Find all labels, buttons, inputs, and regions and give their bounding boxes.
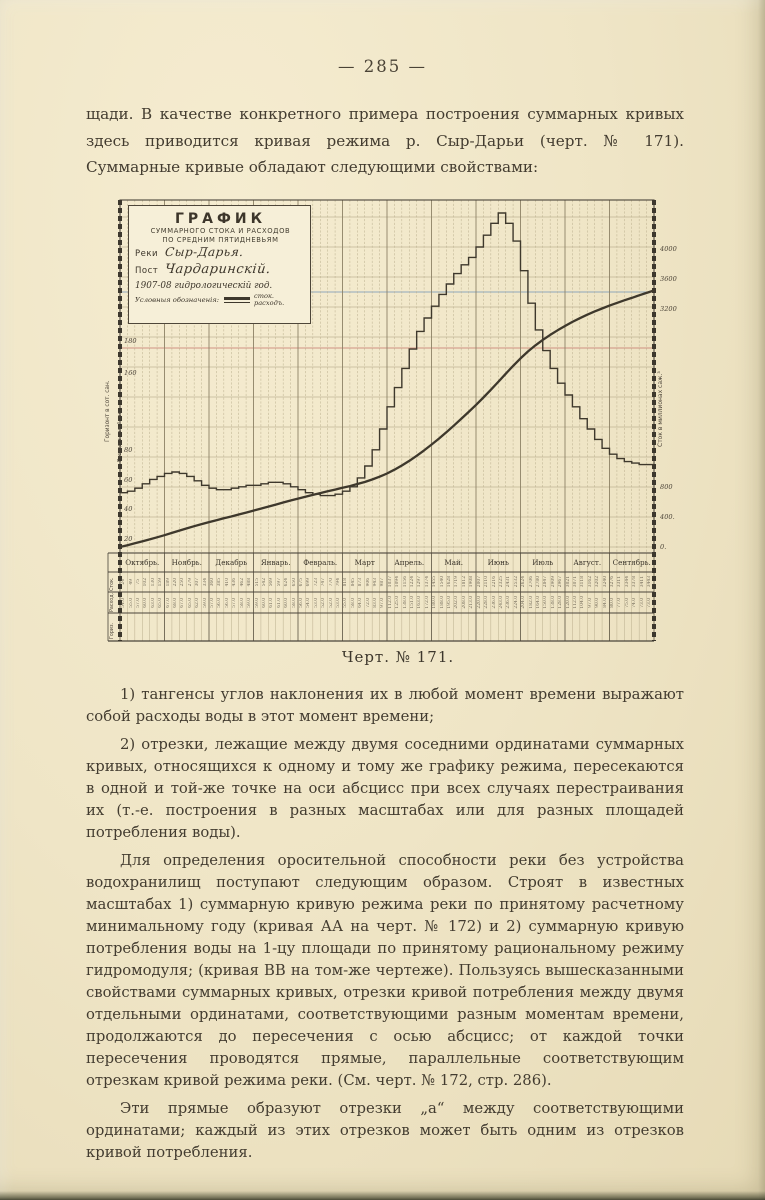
post-label: Пост <box>135 266 159 276</box>
table-value: 54.0 <box>121 597 127 608</box>
table-value: 906 <box>365 577 371 587</box>
page-edge-shadow-right <box>758 0 765 1200</box>
chart-subtitle-1: СУММАРНОГО СТОКА И РАСХОДОВ <box>150 227 291 235</box>
table-value: 462 <box>239 577 245 587</box>
table-value: 2706 <box>528 576 534 588</box>
left-axis-tick: 40 <box>124 505 133 513</box>
table-value: 59.0 <box>254 597 260 608</box>
intro-text-block <box>86 101 684 187</box>
table-value: 130 <box>150 577 156 587</box>
right-axis-tick: 0. <box>660 543 667 551</box>
legend-stok: сток. <box>254 292 274 300</box>
table-value: 987 <box>380 577 386 587</box>
table-value: 125.0 <box>395 596 401 609</box>
table-value: 2110 <box>484 576 490 588</box>
table-value: 55.0 <box>128 597 134 608</box>
table-value: 56.0 <box>298 597 304 608</box>
table-value: 138.0 <box>402 596 408 609</box>
table-value: 515 <box>254 577 260 587</box>
table-value: 236.0 <box>506 596 512 609</box>
body-text-block <box>86 684 684 1170</box>
table-value: 220.0 <box>476 596 482 609</box>
right-axis-tick: 3200 <box>660 305 677 313</box>
page-edge-shadow-bottom <box>0 1191 765 1200</box>
table-value: 3344 <box>624 576 630 588</box>
right-axis-title: Сток в миллионах саж.³ <box>657 371 664 447</box>
table-value: 2909 <box>550 576 556 588</box>
table-value: 1719 <box>454 576 460 588</box>
table-value: 57.0 <box>210 597 216 608</box>
river-label: Реки <box>135 249 159 259</box>
table-value: 68.0 <box>173 597 179 608</box>
table-value: 73.0 <box>647 597 653 608</box>
table-value: 67.0 <box>165 597 171 608</box>
table-value: 53.0 <box>313 597 319 608</box>
table-value: 57.0 <box>136 597 142 608</box>
table-value: 770 <box>328 577 334 587</box>
table-value: 3411 <box>639 576 645 588</box>
stok-line-icon <box>224 297 250 300</box>
paragraph: 1) тангенсы углов наклонения их в любой момент времени выражают собой расходы воды в этот момент времени; <box>86 686 684 725</box>
right-axis-tick: 400. <box>660 513 675 521</box>
table-value: 59.0 <box>247 597 253 608</box>
table-value: 90.0 <box>595 597 601 608</box>
table-value: 1297 <box>417 576 423 588</box>
right-axis-tick: 800 <box>660 483 673 491</box>
table-value: 1224 <box>410 576 416 588</box>
legend-line-samples <box>224 297 250 303</box>
stok-values-row <box>120 573 653 591</box>
table-value: 2325 <box>498 576 504 588</box>
table-value: 279 <box>187 577 193 587</box>
legend-label: Условныя обозначенія: <box>135 296 220 304</box>
table-value: 3443 <box>647 576 653 588</box>
paragraph: 2) отрезки, лежащие между двумя соседними ординатами суммарных кривых, относящихся к одному и тому же графику режима, пересекаются в одной и той-же точке на оси абсцисс при всех случаях перестраивания их (т.-е. построения в разных масштабах или для разных площадей потребления воды). <box>86 736 684 841</box>
table-value: 102 <box>143 577 149 587</box>
legend-rashod: расходъ. <box>254 299 285 307</box>
table-value: 236.0 <box>491 596 497 609</box>
month-label: Февраль. <box>303 558 338 567</box>
table-value: 204.0 <box>521 596 527 609</box>
table-value: 624 <box>284 577 290 587</box>
table-value: 307 <box>195 577 201 587</box>
month-label: Июль <box>532 558 554 567</box>
table-value: 224.0 <box>513 596 519 609</box>
table-value: 77.0 <box>617 597 623 608</box>
table-value: 188.0 <box>439 596 445 609</box>
left-axis-tick: 180 <box>124 337 137 345</box>
table-value: 138.0 <box>550 596 556 609</box>
table-value: 243.0 <box>498 596 504 609</box>
table-value: 542 <box>261 577 267 587</box>
rashod-line-icon <box>224 302 250 303</box>
table-value: 72.0 <box>365 597 371 608</box>
table-value: 845 <box>350 577 356 587</box>
table-value: 58.0 <box>239 597 245 608</box>
table-value: 65.0 <box>187 597 193 608</box>
table-value: 250 <box>180 577 186 587</box>
table-value: 2967 <box>558 576 564 588</box>
table-value: 3162 <box>587 576 593 588</box>
right-axis-tick: 3600 <box>660 275 677 283</box>
rashod-values-row <box>120 593 653 612</box>
table-value: 597 <box>276 577 282 587</box>
table-value: 2007 <box>476 576 482 588</box>
month-label: Ноябрь. <box>171 558 202 567</box>
table-value: 52.0 <box>328 597 334 608</box>
table-value: 1908 <box>469 576 475 588</box>
table-value: 699 <box>306 577 312 587</box>
table-value: 60.0 <box>143 597 149 608</box>
paragraph: Для определения оросительной способности реки без устройства водохранилищ поступают следующим образом. Строят в известных масштабах 1) суммарную кривую режима реки по принятому расчетному минимальному году (кривая АА на черт. № 172) и 2) суммарную кривую потребления воды на 1-цу площади по принятому рациональному режиму гидромодуля; (кривая ВВ на том-же чертеже). Пользуясь вышесказанными свойствами суммарных кривых, отрезки кривой потребления между двумя отдельными ординатами, соответствующими разным моментам времени, продолжаются до пересечения с осью абсцисс; от каждой точки пересечения проводятся прямые, параллельные соответствующим отрезкам кривой режима реки. (См. черт. № 172, стр. 286). <box>86 852 684 1089</box>
table-value: 164.0 <box>535 596 541 609</box>
table-value: 65.0 <box>158 597 164 608</box>
left-axis-tick: 60 <box>124 476 133 484</box>
table-value: 180.0 <box>432 596 438 609</box>
paragraph: щади. В качестве конкретного примера построения суммарных кривых здесь приводится кривая режима р. Сыр-Дарьи (черт. № 171). Суммарные кривые обладают следующими свойствами: <box>86 105 684 176</box>
table-value: 2532 <box>513 576 519 588</box>
table-value: 195.0 <box>447 596 453 609</box>
table-value: 67.0 <box>180 597 186 608</box>
table-value: 723 <box>313 577 319 587</box>
table-value: 56.0 <box>224 597 230 608</box>
table-value: 385 <box>217 577 223 587</box>
table-value: 360 <box>210 577 216 587</box>
table-value: 63.0 <box>150 597 156 608</box>
table-value: 3118 <box>580 576 586 588</box>
table-value: 1374 <box>424 576 430 588</box>
table-value: 1540 <box>439 576 445 588</box>
table-value: 64.0 <box>358 597 364 608</box>
table-value: 569 <box>269 577 275 587</box>
figure-caption: Черт. № 171. <box>341 648 455 666</box>
month-label: Апрель. <box>394 558 425 567</box>
table-value: 83.0 <box>373 597 379 608</box>
chart-title: ГРАФИК <box>174 211 267 227</box>
table-value: 2624 <box>521 576 527 588</box>
month-label: Октябрь. <box>125 558 160 567</box>
table-value: 2847 <box>543 576 549 588</box>
table-value: 2780 <box>535 576 541 588</box>
table-value: 172.0 <box>424 596 430 609</box>
table-value: 74.0 <box>632 597 638 608</box>
table-value: 1037 <box>387 576 393 588</box>
table-value: 54.0 <box>306 597 312 608</box>
table-value: 53.0 <box>335 597 341 608</box>
right-axis-tick: 4000 <box>660 245 677 253</box>
table-value: 112.0 <box>572 596 578 609</box>
table-value: 75.0 <box>624 597 630 608</box>
table-value: 3071 <box>572 576 578 588</box>
table-value: 3276 <box>610 576 616 588</box>
month-label: Март <box>354 558 375 567</box>
table-value: 62.0 <box>195 597 201 608</box>
table-value: 1156 <box>402 576 408 588</box>
table-row-label: Гориз. <box>110 622 115 639</box>
month-label: Май. <box>444 558 464 567</box>
month-label: Сентябрь. <box>612 558 651 567</box>
table-value: 3240 <box>602 576 608 588</box>
chart-subtitle-2: ПО СРЕДНИМ ПЯТИДНЕВЬЯМ <box>162 235 279 244</box>
month-label: Декабрь <box>215 558 248 567</box>
table-value: 59.0 <box>202 597 208 608</box>
table-value: 228.0 <box>484 596 490 609</box>
table-value: 52.0 <box>321 597 327 608</box>
left-axis-title-outer: Горизонт в сот. сан. <box>105 380 111 442</box>
table-value: 488 <box>247 577 253 587</box>
table-value: 189 <box>165 577 171 587</box>
table-value: 128.0 <box>558 596 564 609</box>
table-value: 24 <box>121 579 127 585</box>
table-value: 208.0 <box>461 596 467 609</box>
table-value: 150.0 <box>543 596 549 609</box>
table-value: 3021 <box>565 576 571 588</box>
table-value: 334 <box>202 577 208 587</box>
month-label: Август. <box>573 558 602 567</box>
table-value: 1628 <box>447 576 453 588</box>
table-value: 650 <box>291 577 297 587</box>
table-value: 61.0 <box>276 597 282 608</box>
table-value: 159 <box>158 577 164 587</box>
table-value: 75 <box>136 579 142 585</box>
table-value: 220 <box>173 577 179 587</box>
year-line: 1907-08 гидрологическій год. <box>135 281 273 291</box>
table-row-label: Сток. <box>110 577 115 591</box>
table-value: 3378 <box>632 576 638 588</box>
table-value: 2431 <box>506 576 512 588</box>
table-value: 49 <box>128 579 134 585</box>
table-value: 943 <box>373 577 379 587</box>
table-value: 112.0 <box>387 596 393 609</box>
left-axis-title-inner: Расход в саж.³ сек. <box>117 409 123 462</box>
table-value: 58.0 <box>350 597 356 608</box>
month-header-row <box>120 554 654 571</box>
page-number: — 285 — <box>338 57 427 76</box>
post-value: Чардаринскій. <box>164 262 272 277</box>
river-value: Сыр-Дарья. <box>164 245 245 259</box>
table-value: 794 <box>335 577 341 587</box>
table-value: 60.0 <box>261 597 267 608</box>
month-label: Январь. <box>260 558 291 567</box>
table-value: 61.0 <box>269 597 275 608</box>
table-value: 84.0 <box>602 597 608 608</box>
table-value: 1455 <box>432 576 438 588</box>
table-value: 410 <box>224 577 230 587</box>
table-value: 57.0 <box>232 597 238 608</box>
table-value: 55.0 <box>343 597 349 608</box>
table-value: 675 <box>298 577 304 587</box>
table-value: 3202 <box>595 576 601 588</box>
table-value: 747 <box>321 577 327 587</box>
table-row-label: Расход. <box>110 592 115 612</box>
table-value: 73.0 <box>639 597 645 608</box>
table-value: 58.0 <box>291 597 297 608</box>
paragraph: Эти прямые образуют отрезки „а“ между соответствующими ординатами; каждый из этих отрезков может быть одним из отрезков кривой потребления. <box>86 1100 684 1161</box>
table-value: 1812 <box>461 576 467 588</box>
table-value: 873 <box>358 577 364 587</box>
figure-chart <box>104 195 692 647</box>
table-value: 56.0 <box>217 597 223 608</box>
table-value: 97.0 <box>380 597 386 608</box>
left-axis-tick: 20 <box>124 535 133 543</box>
table-value: 213.0 <box>469 596 475 609</box>
table-value: 151.0 <box>410 596 416 609</box>
table-value: 3311 <box>617 576 623 588</box>
table-value: 2216 <box>491 576 497 588</box>
table-value: 163.0 <box>417 596 423 609</box>
table-value: 818 <box>343 577 349 587</box>
table-value: 120.0 <box>565 596 571 609</box>
table-value: 436 <box>232 577 238 587</box>
month-label: Июнь <box>487 558 509 567</box>
table-value: 60.0 <box>284 597 290 608</box>
left-axis-tick: 160 <box>124 369 137 377</box>
table-value: 202.0 <box>454 596 460 609</box>
table-value: 1094 <box>395 576 401 588</box>
table-value: 182.0 <box>528 596 534 609</box>
table-value: 80.0 <box>610 597 616 608</box>
left-axis-tick: 80 <box>124 446 133 454</box>
chart-legend <box>135 293 306 307</box>
table-value: 97.0 <box>587 597 593 608</box>
table-value: 104.0 <box>580 596 586 609</box>
chart-title-box <box>128 205 311 324</box>
